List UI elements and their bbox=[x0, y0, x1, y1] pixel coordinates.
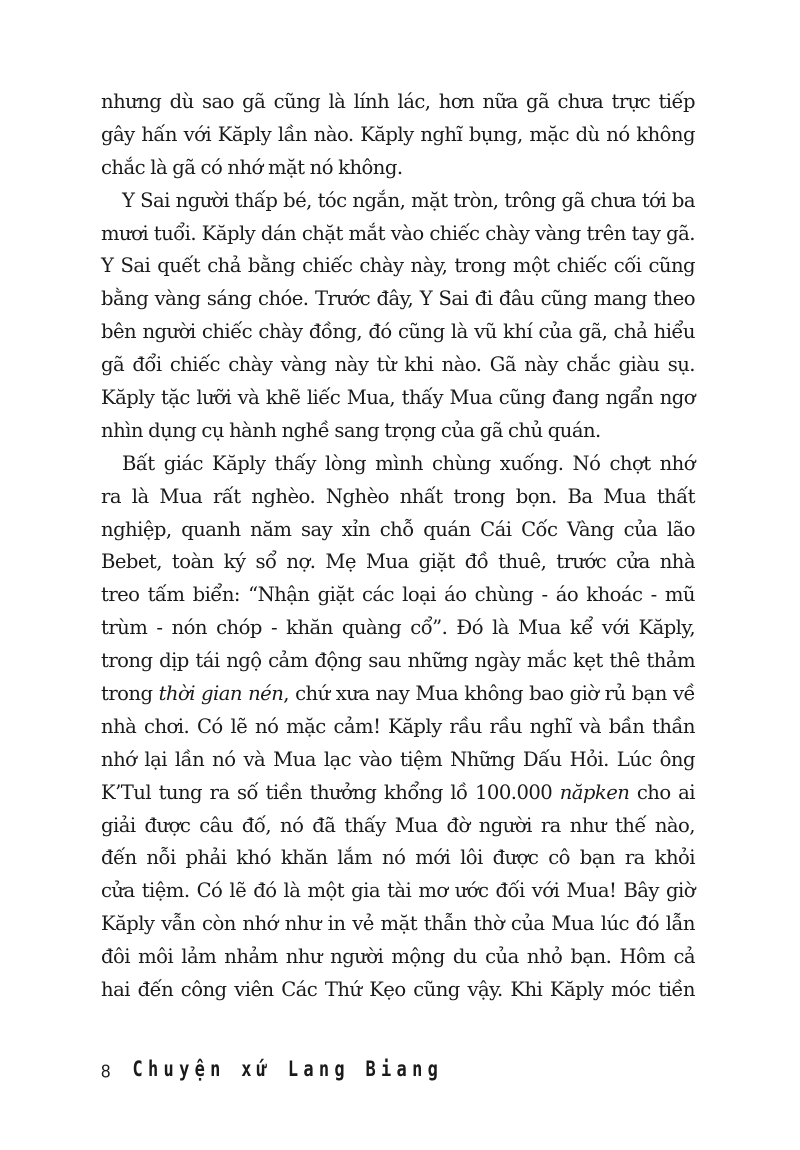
text-line: cửa tiệm. Có lẽ đó là một gia tài mơ ước đối với Mua! Bây giờ bbox=[101, 879, 695, 903]
text-line: giải được câu đố, nó đã thấy Mua đờ người ra như thế nào, bbox=[101, 813, 695, 837]
page-body bbox=[101, 86, 695, 1007]
text-line: nhớ lại lần nó và Mua lạc vào tiệm Những Dấu Hỏi. Lúc ông bbox=[101, 747, 695, 771]
text-line: trong dịp tái ngộ cảm động sau những ngày mắc kẹt thê thảm bbox=[101, 649, 695, 673]
text-line: Bebet, toàn ký sổ nợ. Mẹ Mua giặt đồ thuê, trước cửa nhà bbox=[101, 550, 695, 574]
paragraph bbox=[101, 185, 695, 448]
text-line: bằng vàng sáng chóe. Trước đây, Y Sai đi đâu cũng mang theo bbox=[101, 287, 695, 311]
page-number: 8 bbox=[101, 1061, 111, 1082]
paragraph bbox=[101, 86, 695, 185]
text-line: mươi tuổi. Kăply dán chặt mắt vào chiếc chày vàng trên tay gã. bbox=[101, 221, 695, 245]
text-line: Bất giác Kăply thấy lòng mình chùng xuống. Nó chợt nhớ bbox=[122, 451, 695, 475]
text-line: nhà chơi. Có lẽ nó mặc cảm! Kăply rầu rầu nghĩ và bần thần bbox=[101, 714, 695, 738]
text-segment: , chứ xưa nay Mua không bao giờ rủ bạn về bbox=[283, 682, 695, 706]
text-line: hai đến công viên Các Thứ Kẹo cũng vậy. Khi Kăply móc tiền bbox=[101, 978, 695, 1002]
text-segment: trong bbox=[101, 682, 159, 706]
running-title: Chuyện xứ Lang Biang bbox=[132, 1057, 444, 1082]
text-line: bên người chiếc chày đồng, đó cũng là vũ khí của gã, chả hiểu bbox=[101, 320, 695, 344]
text-segment: K’Tul tung ra số tiền thưởng khổng lồ 100.000 bbox=[101, 780, 560, 804]
text-line: đến nỗi phải khó khăn lắm nó mới lôi được cô bạn ra khỏi bbox=[101, 846, 695, 870]
text-line: nhưng dù sao gã cũng là lính lác, hơn nữa gã chưa trực tiếp bbox=[101, 90, 695, 113]
italic-term: năpken bbox=[559, 780, 630, 804]
text-line-with-italic bbox=[101, 777, 695, 810]
italic-term: thời gian nén bbox=[158, 682, 284, 706]
text-line: gây hấn với Kăply lần nào. Kăply nghĩ bụng, mặc dù nó không bbox=[101, 122, 695, 146]
text-line: Y Sai quết chả bằng chiếc chày này, trong một chiếc cối cũng bbox=[101, 254, 695, 278]
text-line-with-italic bbox=[101, 678, 695, 711]
text-line: gã đổi chiếc chày vàng này từ khi nào. Gã này chắc giàu sụ. bbox=[101, 353, 695, 377]
text-line: treo tấm biển: “Nhận giặt các loại áo chùng - áo khoác - mũ bbox=[101, 583, 695, 607]
text-line: trùm - nón chóp - khăn quàng cổ”. Đó là Mua kể với Kăply, bbox=[101, 616, 695, 640]
text-line: Kăply vẫn còn nhớ như in vẻ mặt thẫn thờ của Mua lúc đó lẫn bbox=[101, 912, 695, 936]
text-line: ra là Mua rất nghèo. Nghèo nhất trong bọn. Ba Mua thất bbox=[101, 484, 695, 508]
text-line: Y Sai người thấp bé, tóc ngắn, mặt tròn, trông gã chưa tới ba bbox=[122, 188, 695, 212]
text-segment: cho ai bbox=[629, 780, 695, 804]
text-line: nghiệp, quanh năm say xỉn chỗ quán Cái Cốc Vàng của lão bbox=[101, 517, 695, 541]
page-footer bbox=[101, 1057, 444, 1082]
text-line: nhìn dụng cụ hành nghề sang trọng của gã chủ quán. bbox=[101, 418, 601, 442]
text-line: Kăply tặc lưỡi và khẽ liếc Mua, thấy Mua cũng đang ngẩn ngơ bbox=[101, 386, 695, 410]
text-line: chắc là gã có nhớ mặt nó không. bbox=[101, 155, 403, 179]
text-line: đôi môi lảm nhảm như người mộng du của nhỏ bạn. Hôm cả bbox=[101, 945, 695, 969]
paragraph bbox=[101, 448, 695, 1007]
